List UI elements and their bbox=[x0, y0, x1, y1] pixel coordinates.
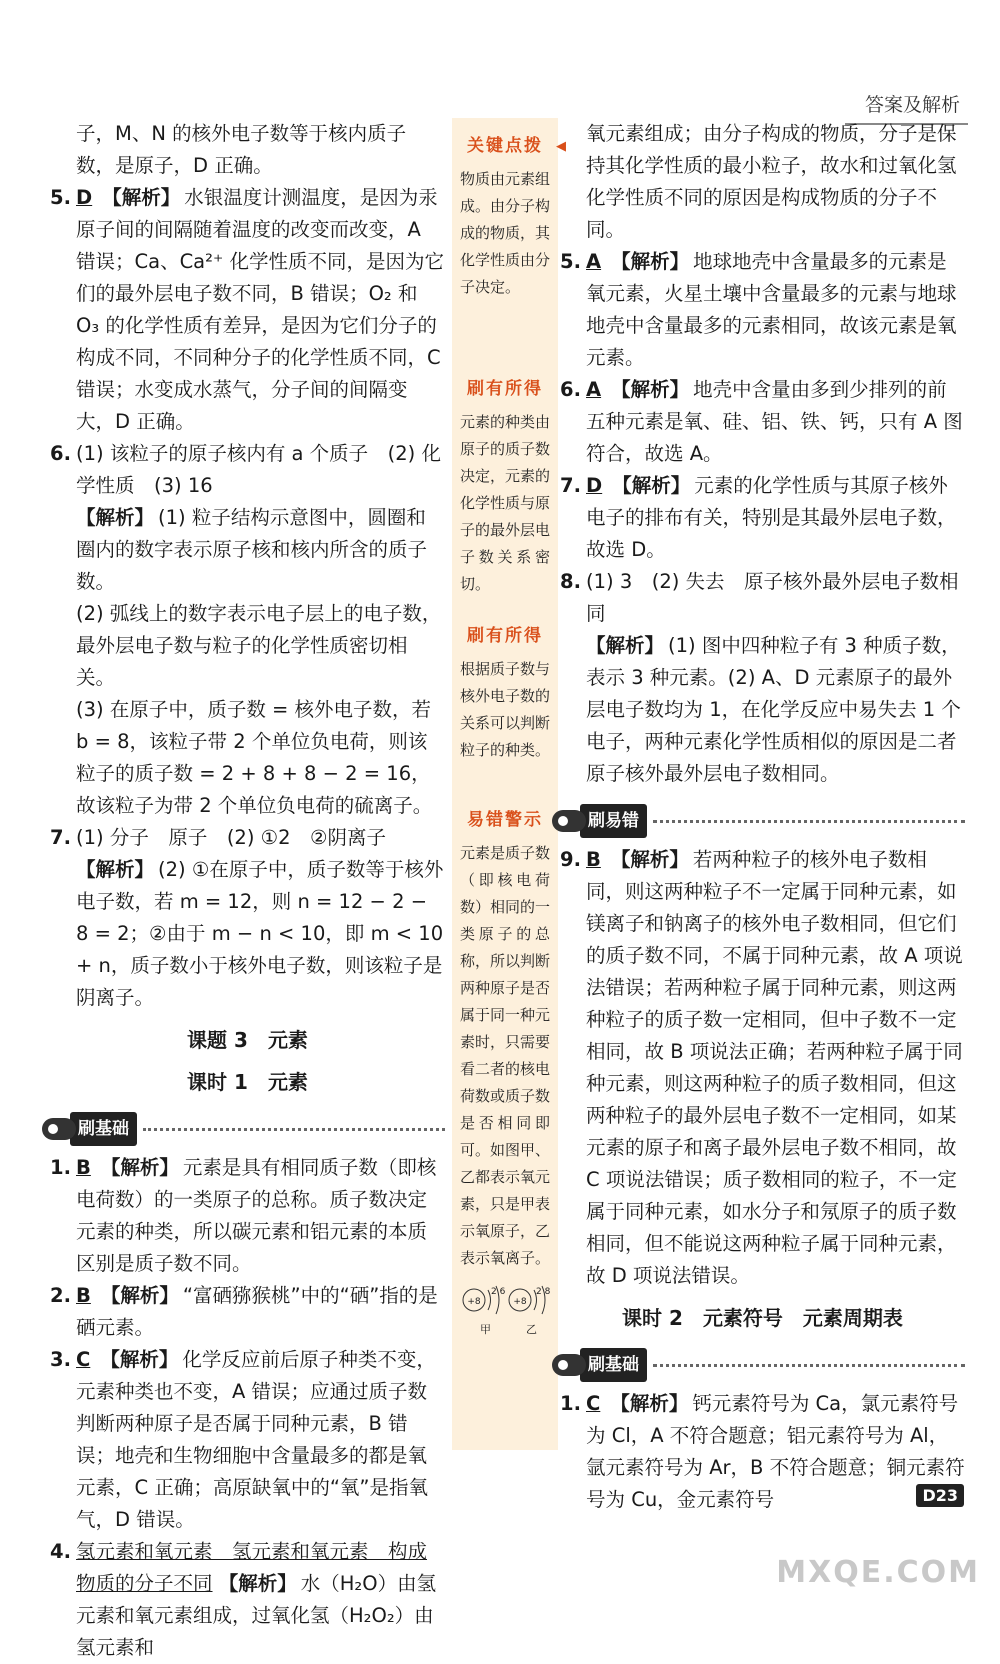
answer-letter: A bbox=[586, 378, 602, 401]
item-number: 3. bbox=[50, 1348, 71, 1371]
analysis-text: “富硒猕猴桃”中的“硒”指的是硒元素。 bbox=[76, 1284, 438, 1339]
side-note-text: 物质由元素组成。由分子构成的物质，其化学性质由分子决定。 bbox=[460, 170, 551, 296]
arrow-left-icon: ◀ bbox=[556, 139, 568, 154]
dotted-divider bbox=[653, 820, 965, 823]
analysis-text: (1) 图中四种粒子有 3 种质子数，表示 3 种元素。(2) A、D 元素原子的最外层电子数均为 1，在化学反应中易失去 1 个电子，两种元素化学性质相似的原因是二者原子核外最外层电子数相同。 bbox=[586, 634, 961, 785]
analysis-text: (2) ①在原子中，质子数等于核外电子数，若 m = 12，则 n = 12 − 2 − 8 = 2；②由于 m − n < 10，即 m < 10 + n，质子数小于核外电子数，则该粒子是阴离子。 bbox=[76, 858, 444, 1009]
analysis-label: 【解析】 bbox=[76, 506, 155, 529]
answer-item-1 bbox=[560, 1388, 965, 1516]
item-number: 1. bbox=[50, 1156, 71, 1179]
answer-item-8 bbox=[560, 566, 965, 630]
analysis-paragraph bbox=[50, 854, 445, 1014]
analysis-label: 【解析】 bbox=[76, 858, 155, 881]
svg-text:+8: +8 bbox=[467, 1297, 481, 1307]
analysis-label: 【解析】 bbox=[611, 378, 690, 401]
item-number: 1. bbox=[560, 1392, 581, 1415]
svg-text:2 6: 2 6 bbox=[491, 1287, 506, 1297]
answer-item-9 bbox=[560, 844, 965, 1292]
watermark: MXQE.COM bbox=[776, 1555, 980, 1590]
analysis-text: 元素的化学性质与其原子核外电子的排布有关，特别是其最外层电子数，故选 D。 bbox=[586, 474, 957, 561]
analysis-label: 【解析】 bbox=[586, 634, 665, 657]
analysis-label: 【解析】 bbox=[612, 474, 691, 497]
analysis-paragraph bbox=[560, 630, 965, 790]
answer-letter: D bbox=[586, 474, 603, 497]
analysis-text: (1) 粒子结构示意图中，圆圈和圈内的数字表示原子核和核内所含的质子数。 bbox=[76, 506, 428, 593]
side-note bbox=[460, 804, 550, 1348]
item-number: 7. bbox=[560, 474, 581, 497]
banner-label: 刷易错 bbox=[580, 804, 647, 838]
practice-banner bbox=[552, 804, 965, 838]
answer-letter: B bbox=[586, 848, 601, 871]
analysis-text: 水银温度计测温度，是因为汞原子间的间隔随着温度的改变而改变，A 错误；Ca、Ca²⁺ 化学性质不同，是因为它们的最外层电子数不同，B 错误；O₂ 和 O₃ 的化学性质有差异，是因为它们分子的构成不同，不同种分子的化学性质不同，C 错误；水变成水蒸气，分子间的间隔变大，D 正确。 bbox=[76, 186, 444, 433]
answer-item-2 bbox=[50, 1280, 445, 1344]
answer-text: (1) 该粒子的原子核内有 a 个质子 (2) 化学性质 (3) 16 bbox=[76, 442, 441, 497]
answer-letter: C bbox=[586, 1392, 601, 1415]
svg-text:甲: 甲 bbox=[480, 1323, 491, 1336]
analysis-label: 【解析】 bbox=[100, 1348, 179, 1371]
analysis-paragraph bbox=[50, 502, 445, 598]
answer-item-6 bbox=[50, 438, 445, 502]
analysis-paragraph: (2) 弧线上的数字表示电子层上的电子数，最外层电子数与粒子的化学性质密切相关。 bbox=[76, 602, 442, 689]
item-number: 5. bbox=[50, 186, 71, 209]
atom-structure-diagram bbox=[460, 1278, 550, 1348]
answer-item-4 bbox=[50, 1536, 445, 1664]
analysis-text: 元素是具有相同质子数（即核电荷数）的一类原子的总称。质子数决定元素的种类，所以碳元素和铝元素的本质区别是质子数不同。 bbox=[76, 1156, 437, 1275]
dotted-divider bbox=[653, 1364, 965, 1367]
answer-item-7 bbox=[560, 470, 965, 566]
answer-item-6 bbox=[560, 374, 965, 470]
answer-text: (1) 3 (2) 失去 原子核外最外层电子数相同 bbox=[586, 570, 959, 625]
analysis-label: 【解析】 bbox=[610, 1392, 689, 1415]
banner-label: 刷基础 bbox=[580, 1348, 647, 1382]
answer-text: 氢元素和氧元素 氢元素和氧元素 构成物质的分子不同 bbox=[76, 1540, 428, 1595]
item-number: 6. bbox=[50, 442, 71, 465]
answer-letter: A bbox=[586, 250, 602, 273]
side-note bbox=[460, 130, 568, 301]
answer-text: (1) 分子 原子 (2) ①2 ②阴离子 bbox=[76, 826, 387, 849]
left-column bbox=[50, 118, 445, 1664]
item-number: 2. bbox=[50, 1284, 71, 1307]
answer-item-5 bbox=[560, 246, 965, 374]
brush-icon bbox=[42, 1118, 76, 1140]
analysis-text: 钙元素符号为 Ca，氯元素符号为 Cl，A 不符合题意；铝元素符号为 Al，氩元素符号为 Ar，B 不符合题意；铜元素符号为 Cu，金元素符号 bbox=[586, 1392, 965, 1511]
analysis-label: 【解析】 bbox=[611, 250, 690, 273]
answer-item-7 bbox=[50, 822, 445, 854]
svg-text:乙: 乙 bbox=[526, 1323, 537, 1336]
analysis-text: 地球地壳中含量最多的元素是氧元素，火星土壤中含量最多的元素与地球地壳中含量最多的元素相同，故该元素是氧元素。 bbox=[586, 250, 957, 369]
page-number: D23 bbox=[916, 1484, 964, 1507]
analysis-label: 【解析】 bbox=[218, 1572, 297, 1595]
continued-text: 氧元素组成；由分子构成的物质，分子是保持其化学性质的最小粒子，故水和过氧化氢化学性质不同的原因是构成物质的分子不同。 bbox=[586, 122, 957, 241]
dotted-divider bbox=[143, 1128, 445, 1131]
svg-text:+8: +8 bbox=[513, 1297, 527, 1307]
item-number: 5. bbox=[560, 250, 581, 273]
item-number: 7. bbox=[50, 826, 71, 849]
answer-letter: B bbox=[76, 1156, 91, 1179]
item-number: 9. bbox=[560, 848, 581, 871]
brush-icon bbox=[552, 810, 586, 832]
atom-diagram-yi bbox=[509, 1286, 551, 1336]
svg-text:2 8: 2 8 bbox=[536, 1287, 551, 1297]
right-column bbox=[560, 118, 965, 1516]
answer-letter: D bbox=[76, 186, 93, 209]
answer-letter: B bbox=[76, 1284, 91, 1307]
continued-text: 子，M、N 的核外电子数等于核内质子数，是原子，D 正确。 bbox=[76, 122, 407, 177]
analysis-text: 水（H₂O）由氢元素和氧元素组成，过氧化氢（H₂O₂）由氢元素和 bbox=[76, 1572, 437, 1659]
analysis-text: 若两种粒子的核外电子数相同，则这两种粒子不一定属于同种元素，如镁离子和钠离子的核外电子数相同，但它们的质子数不同，不属于同种元素，故 A 项说法错误；若两种粒子属于同种元素，则这两种粒子的质子数一定相同，但中子数不一定相同，故 B 项说法正确；若两种粒子属于同种元素，则这两种粒子的质子数相同，但这两种粒子的最外层电子数不一定相同，如某元素的原子和离子最外层电子数不相同，故 C 项说法错误；质子数相同的粒子，不一定属于同种元素，如水分子和氖原子的质子数相同，但不能说这两种粒子属于同种元素，故 D 项说法错误。 bbox=[586, 848, 963, 1287]
side-note-text: 元素是质子数（即核电荷数）相同的一类原子的总称，所以判断两种原子是否属于同一种元素时，只需要看二者的核电荷数或质子数是否相同即可。如图甲、乙都表示氧元素，只是甲表示氧原子，乙表示氧离子。 bbox=[460, 844, 551, 1267]
side-notes bbox=[452, 118, 568, 1450]
analysis-text: 地壳中含量由多到少排列的前五种元素是氧、硅、铝、铁、钙，只有 A 图符合，故选 A。 bbox=[586, 378, 963, 465]
side-note-text: 根据质子数与核外电子数的关系可以判断粒子的种类。 bbox=[460, 660, 551, 759]
practice-banner bbox=[552, 1348, 965, 1382]
side-note bbox=[460, 620, 550, 764]
analysis-label: 【解析】 bbox=[610, 848, 689, 871]
atom-diagram-jia bbox=[463, 1286, 506, 1336]
answer-item-3 bbox=[50, 1344, 445, 1536]
side-note-text: 元素的种类由原子的质子数决定，元素的化学性质与原子的最外层电子数关系密切。 bbox=[460, 413, 551, 593]
banner-label: 刷基础 bbox=[70, 1112, 137, 1146]
page-header: 答案及解析 bbox=[865, 90, 960, 117]
section-title: 课题 3 元素 bbox=[187, 1028, 308, 1052]
side-note bbox=[460, 373, 550, 598]
analysis-label: 【解析】 bbox=[102, 186, 181, 209]
answer-item-5 bbox=[50, 182, 445, 438]
answer-item-1 bbox=[50, 1152, 445, 1280]
side-note-title: 关键点拨 ◀ bbox=[460, 130, 550, 162]
item-number: 8. bbox=[560, 570, 581, 593]
practice-banner bbox=[42, 1112, 445, 1146]
answer-letter: C bbox=[76, 1348, 91, 1371]
lesson-title: 课时 2 元素符号 元素周期表 bbox=[622, 1306, 903, 1330]
analysis-label: 【解析】 bbox=[100, 1284, 179, 1307]
analysis-paragraph: (3) 在原子中，质子数 = 核外电子数，若 b = 8，该粒子带 2 个单位负电荷，则该粒子的质子数 = 2 + 8 + 8 − 2 = 16，故该粒子为带 2 个单位负电荷的硫离子。 bbox=[76, 698, 433, 817]
brush-icon bbox=[552, 1354, 586, 1376]
item-number: 6. bbox=[560, 378, 581, 401]
atom-diagrams-svg bbox=[460, 1278, 552, 1348]
side-note-title: 刷有所得 bbox=[467, 626, 543, 646]
analysis-text: 化学反应前后原子种类不变，元素种类也不变，A 错误；应通过质子数判断两种原子是否属于同种元素，B 错误；地壳和生物细胞中含量最多的都是氧元素，C 正确；高原缺氧中的“氧”是指氧气，D 错误。 bbox=[76, 1348, 436, 1531]
analysis-label: 【解析】 bbox=[100, 1156, 179, 1179]
lesson-title: 课时 1 元素 bbox=[187, 1070, 308, 1094]
item-number: 4. bbox=[50, 1540, 71, 1563]
side-note-title: 刷有所得 bbox=[467, 379, 543, 399]
side-note-title: 易错警示 bbox=[460, 804, 550, 836]
